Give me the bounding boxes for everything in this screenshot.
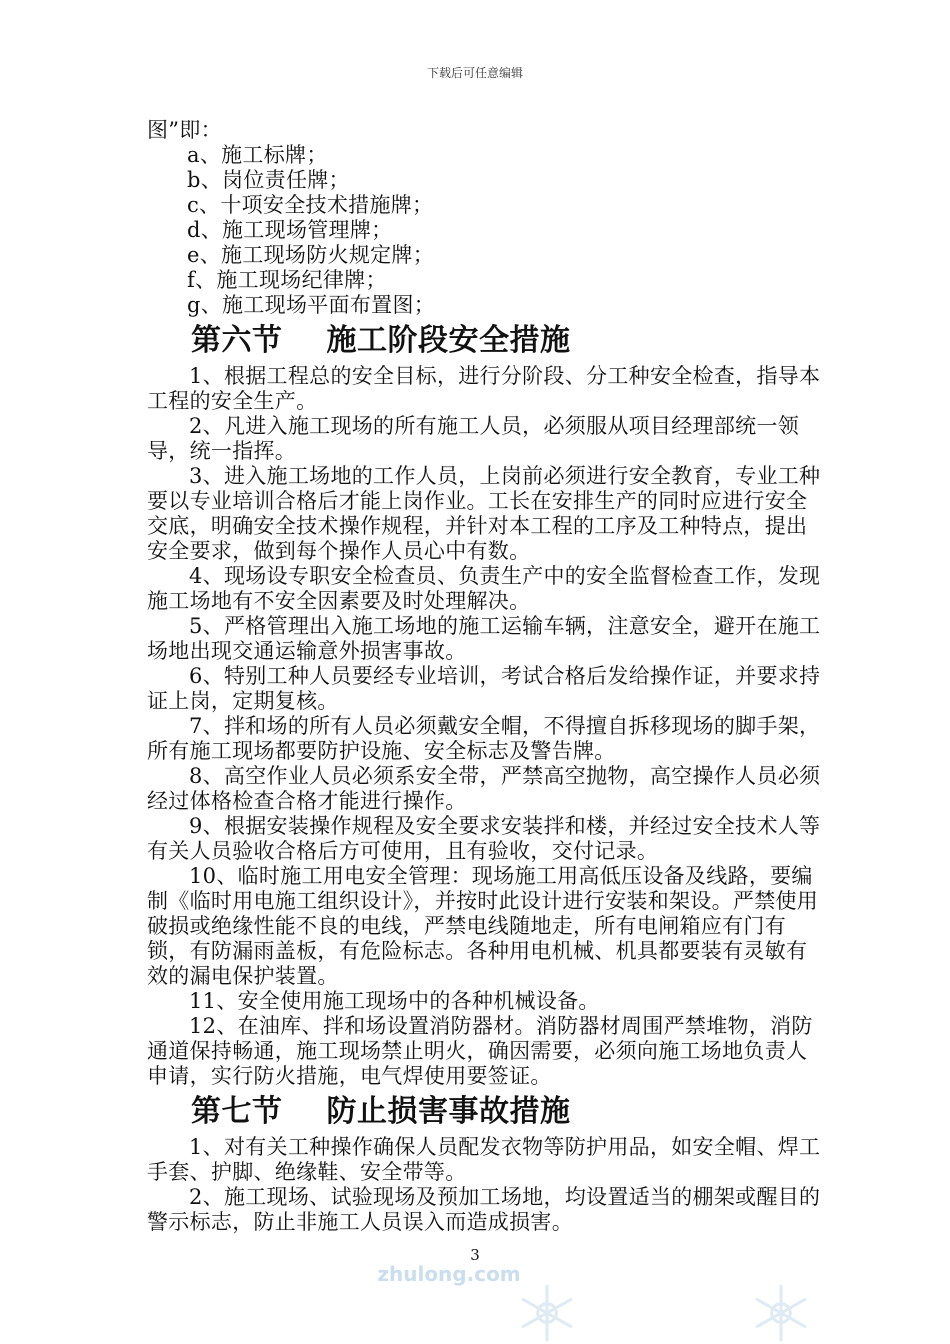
section-title: 防止损害事故措施 — [326, 1094, 571, 1129]
document-body — [147, 118, 827, 1235]
list-item: e、施工现场防火规定牌； — [187, 243, 435, 267]
watermark-text: zhulong.com — [377, 1262, 521, 1286]
paragraph: 1、根据工程总的安全目标，进行分阶段、分工种安全检查，指导本工程的安全生产。 — [147, 364, 821, 413]
paragraph: 10、临时施工用电安全管理：现场施工用高低压设备及线路，要编制《临时用电施工组织设计》，并按时此设计进行安装和架设。严禁使用破损或绝缘性能不良的电线，严禁电线随地走，所有电闸箱应有门有锁，有防漏雨盖板，有危险标志。各种用电机械、机具都要装有灵敏有效的漏电保护装置。 — [147, 864, 819, 988]
list-item: g、施工现场平面布置图； — [187, 293, 436, 317]
section-number: 第七节 — [191, 1094, 283, 1129]
paragraph: 8、高空作业人员必须系安全带，严禁高空抛物，高空操作人员必须经过体格检查合格才能进行操作。 — [147, 764, 821, 813]
list-item: b、岗位责任牌； — [187, 168, 350, 192]
paragraph: 9、根据安装操作规程及安全要求安装拌和楼，并经过安全技术人等有关人员验收合格后方可使用，且有验收，交付记录。 — [147, 814, 821, 863]
paragraph: 2、凡进入施工现场的所有施工人员，必须服从项目经理部统一领导，统一指挥。 — [147, 414, 800, 463]
paragraph: 5、严格管理出入施工场地的施工运输车辆，注意安全，避开在施工场地出现交通运输意外损害事故。 — [147, 614, 821, 663]
list-item: c、十项安全技术措施牌； — [187, 193, 434, 217]
page-number: 3 — [470, 1246, 480, 1264]
list-item: a、施工标牌； — [187, 143, 328, 167]
list-item: f、施工现场纪律牌； — [187, 268, 387, 292]
paragraph: 1、对有关工种操作确保人员配发衣物等防护用品，如安全帽、焊工手套、护脚、绝缘鞋、安全带等。 — [147, 1135, 821, 1184]
section-heading-6 — [191, 324, 827, 358]
page-header: 下载后可任意编辑 — [426, 66, 523, 80]
intro-line: 图”即： — [147, 118, 222, 142]
section-title: 施工阶段安全措施 — [326, 323, 571, 358]
paragraph: 12、在油库、拌和场设置消防器材。消防器材周围严禁堆物，消防通道保持畅通，施工现场禁止明火，确因需要，必须向施工场地负责人申请，实行防火措施，电气焊使用要签证。 — [147, 1014, 813, 1088]
paragraph: 7、拌和场的所有人员必须戴安全帽，不得擅自拆移现场的脚手架，所有施工现场都要防护设施、安全标志及警告牌。 — [147, 714, 821, 763]
snowflake-logo-icon — [516, 1282, 578, 1344]
snowflake-logo-icon — [750, 1282, 812, 1344]
section-number: 第六节 — [191, 323, 283, 358]
paragraph: 11、安全使用施工现场中的各种机械设备。 — [189, 989, 600, 1013]
list-item: d、施工现场管理牌； — [187, 218, 393, 242]
paragraph: 3、进入施工场地的工作人员，上岗前必须进行安全教育，专业工种要以专业培训合格后才能上岗作业。工长在安排生产的同时应进行安全交底，明确安全技术操作规程，并针对本工程的工序及工种特点，提出安全要求，做到每个操作人员心中有数。 — [147, 464, 821, 563]
paragraph: 4、现场设专职安全检查员、负责生产中的安全监督检查工作，发现施工场地有不安全因素要及时处理解决。 — [147, 564, 821, 613]
paragraph: 2、施工现场、试验现场及预加工场地，均设置适当的棚架或醒目的警示标志，防止非施工人员误入而造成损害。 — [147, 1185, 821, 1234]
paragraph: 6、特别工种人员要经专业培训，考试合格后发给操作证，并要求持证上岗，定期复核。 — [147, 664, 821, 713]
section-heading-7 — [191, 1095, 827, 1129]
